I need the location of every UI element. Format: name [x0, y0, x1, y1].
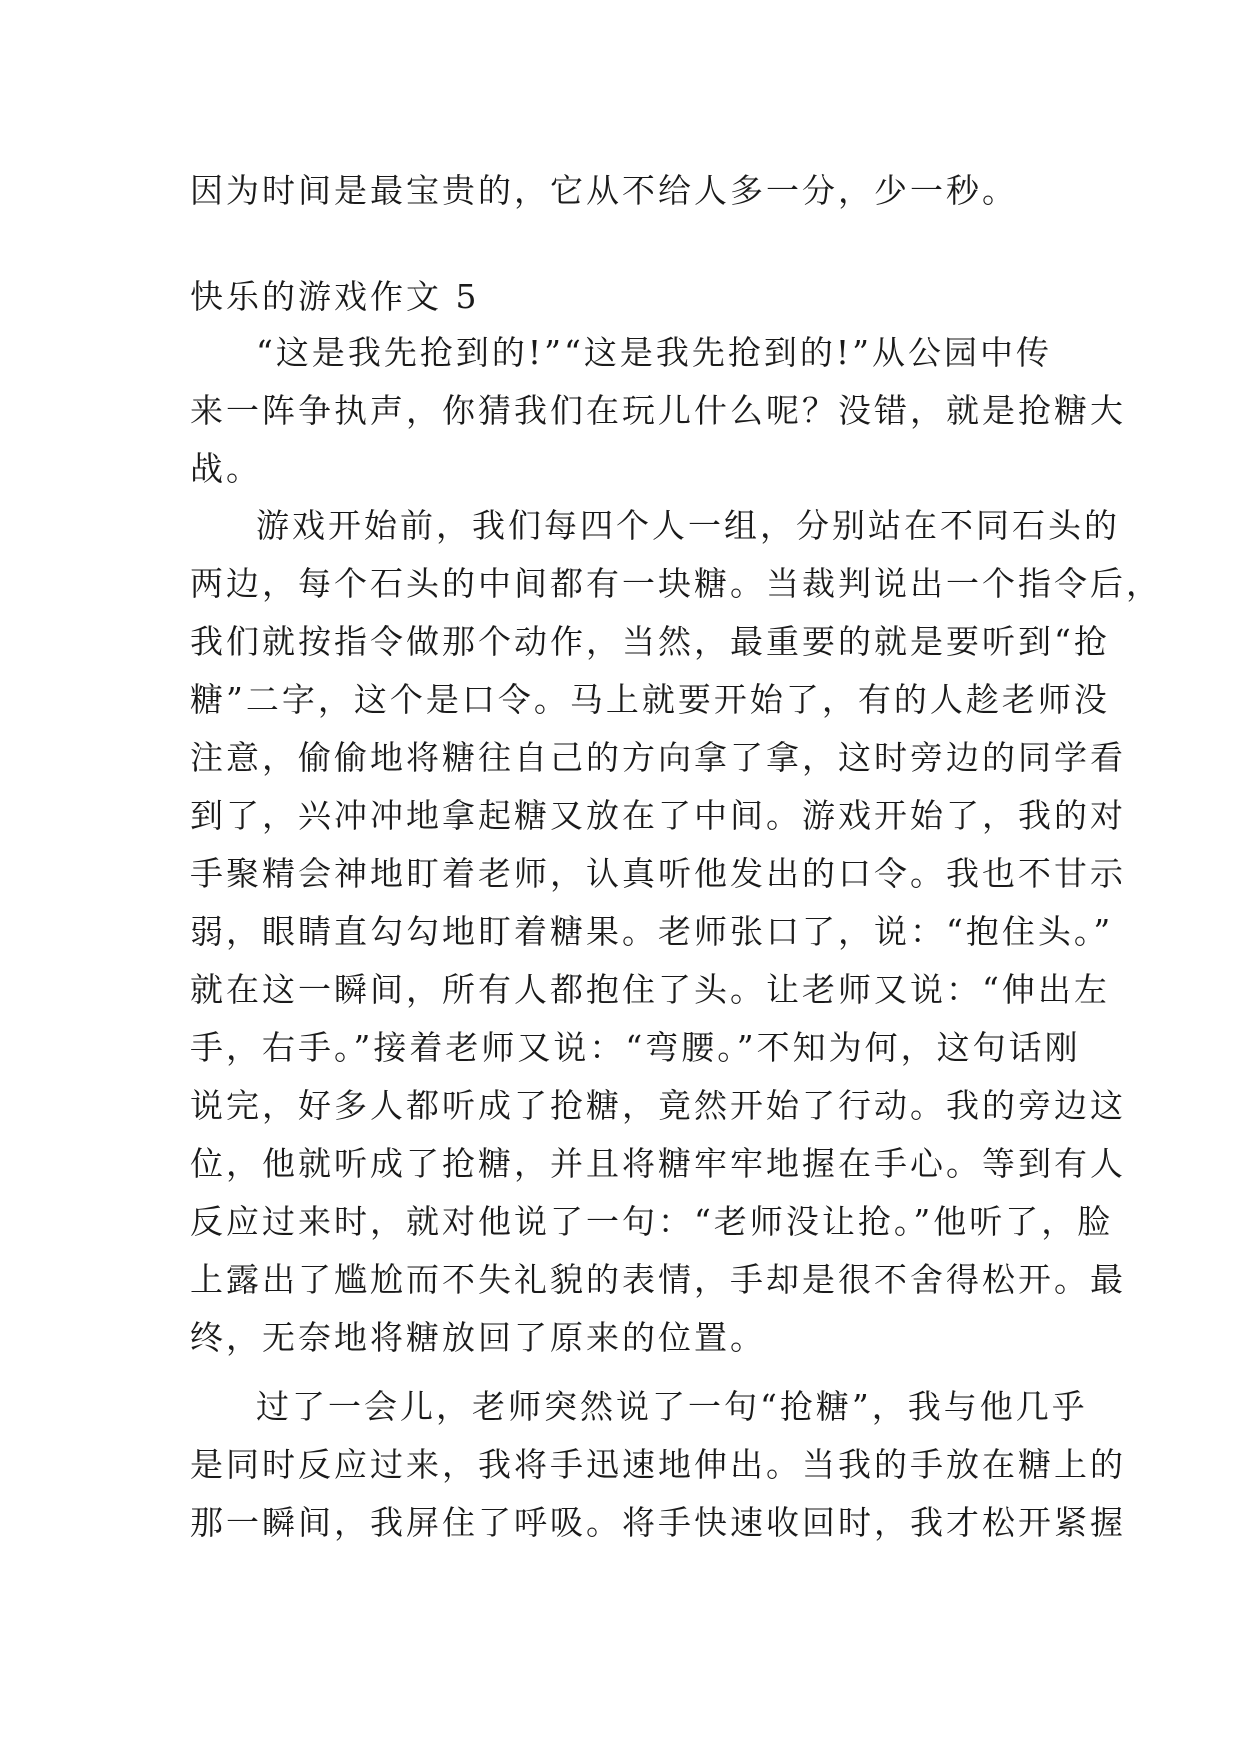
paragraph-3-line-3: 那一瞬间，我屏住了呼吸。将手快速收回时，我才松开紧握: [190, 1503, 1126, 1542]
paragraph-2-line-3: 我们就按指令做那个动作，当然，最重要的就是要听到“抢: [190, 622, 1110, 661]
paragraph-2-line-1: 游戏开始前，我们每四个人一组，分别站在不同石头的: [256, 506, 1120, 545]
paragraph-2-line-8: 弱，眼睛直勾勾地盯着糖果。老师张口了，说：“抱住头。”: [190, 912, 1114, 951]
paragraph-2-line-10: 手，右手。”接着老师又说：“弯腰。”不知为何，这句话刚: [190, 1028, 1081, 1067]
paragraph-2-line-15: 终，无奈地将糖放回了原来的位置。: [190, 1318, 766, 1357]
paragraph-2-line-12: 位，他就听成了抢糖，并且将糖牢牢地握在手心。等到有人: [190, 1144, 1126, 1183]
paragraph-2-line-11: 说完，好多人都听成了抢糖，竟然开始了行动。我的旁边这: [190, 1086, 1126, 1125]
paragraph-2-line-14: 上露出了尴尬而不失礼貌的表情，手却是很不舍得松开。最: [190, 1260, 1126, 1299]
paragraph-1-line-3: 战。: [190, 449, 262, 488]
paragraph-3-line-2: 是同时反应过来，我将手迅速地伸出。当我的手放在糖上的: [190, 1445, 1126, 1484]
previous-paragraph-tail: 因为时间是最宝贵的，它从不给人多一分，少一秒。: [190, 171, 1018, 210]
paragraph-2-line-5: 注意，偷偷地将糖往自己的方向拿了拿，这时旁边的同学看: [190, 738, 1126, 777]
paragraph-2-line-13: 反应过来时，就对他说了一句：“老师没让抢。”他听了，脸: [190, 1202, 1114, 1241]
paragraph-2-line-6: 到了，兴冲冲地拿起糖又放在了中间。游戏开始了，我的对: [190, 796, 1126, 835]
paragraph-2-line-9: 就在这一瞬间，所有人都抱住了头。让老师又说：“伸出左: [190, 970, 1110, 1009]
paragraph-3-line-1: 过了一会儿，老师突然说了一句“抢糖”，我与他几乎: [256, 1387, 1088, 1426]
paragraph-2-line-2: 两边，每个石头的中间都有一块糖。当裁判说出一个指令后，: [190, 564, 1162, 603]
paragraph-2-line-4: 糖”二字，这个是口令。马上就要开始了，有的人趁老师没: [190, 680, 1110, 719]
paragraph-1-line-2: 来一阵争执声，你猜我们在玩儿什么呢？没错，就是抢糖大: [190, 391, 1126, 430]
paragraph-2-line-7: 手聚精会神地盯着老师，认真听他发出的口令。我也不甘示: [190, 854, 1126, 893]
section-title: 快乐的游戏作文 5: [190, 277, 480, 316]
paragraph-1-line-1: “这是我先抢到的!”“这是我先抢到的!”从公园中传: [256, 333, 1053, 372]
